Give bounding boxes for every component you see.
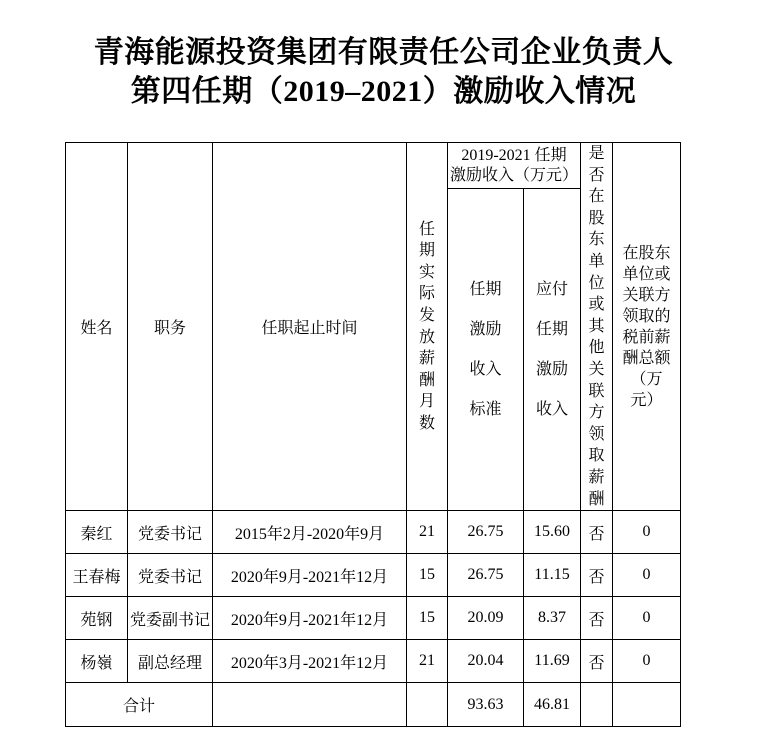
cell-amount: 0 bbox=[613, 511, 681, 554]
cell-payable: 8.37 bbox=[524, 597, 581, 640]
cell-months: 21 bbox=[407, 640, 448, 683]
header-external-pay-flag bbox=[581, 143, 613, 511]
cell-flag: 否 bbox=[581, 597, 613, 640]
cell-name: 杨嶺 bbox=[66, 640, 128, 683]
cell-name: 秦红 bbox=[66, 511, 128, 554]
cell-months: 21 bbox=[407, 511, 448, 554]
cell-amount: 0 bbox=[613, 554, 681, 597]
cell-name: 苑钢 bbox=[66, 597, 128, 640]
header-external-pay-amount-text: 在股东单位或关联方领取的税前薪酬总额（万元） bbox=[622, 244, 671, 409]
total-amount bbox=[613, 683, 681, 727]
cell-standard: 26.75 bbox=[448, 511, 524, 554]
title-line1: 青海能源投资集团有限责任公司企业负责人 bbox=[93, 36, 674, 69]
cell-months: 15 bbox=[407, 597, 448, 640]
cell-payable: 11.15 bbox=[524, 554, 581, 597]
cell-payable: 15.60 bbox=[524, 511, 581, 554]
header-months-text: 任期实际发放薪酬月数 bbox=[418, 220, 435, 432]
cell-position: 副总经理 bbox=[128, 640, 213, 683]
cell-term: 2015年2月-2020年9月 bbox=[213, 511, 407, 554]
cell-payable: 11.69 bbox=[524, 640, 581, 683]
cell-flag: 否 bbox=[581, 554, 613, 597]
cell-position: 党委副书记 bbox=[128, 597, 213, 640]
total-months bbox=[407, 683, 448, 727]
cell-position: 党委书记 bbox=[128, 511, 213, 554]
cell-months: 15 bbox=[407, 554, 448, 597]
cell-flag: 否 bbox=[581, 640, 613, 683]
title-line2: 第四任期（2019–2021）激励收入情况 bbox=[130, 75, 637, 108]
table-row-yangling bbox=[66, 640, 681, 683]
table-row-total bbox=[66, 683, 681, 727]
table-row-qinhong bbox=[66, 511, 681, 554]
header-position: 职务 bbox=[128, 143, 213, 511]
table-row-yuangang bbox=[66, 597, 681, 640]
cell-term: 2020年3月-2021年12月 bbox=[213, 640, 407, 683]
cell-position: 党委书记 bbox=[128, 554, 213, 597]
header-incentive-group bbox=[448, 143, 581, 189]
header-name: 姓名 bbox=[66, 143, 128, 511]
header-incentive-standard-text: 任期激励收入标准 bbox=[469, 280, 502, 418]
cell-amount: 0 bbox=[613, 597, 681, 640]
cell-standard: 20.04 bbox=[448, 640, 524, 683]
document-page bbox=[0, 33, 767, 737]
total-payable: 46.81 bbox=[524, 683, 581, 727]
total-standard: 93.63 bbox=[448, 683, 524, 727]
header-months bbox=[407, 143, 448, 511]
total-term bbox=[213, 683, 407, 727]
total-label: 合计 bbox=[66, 683, 213, 727]
header-incentive-group-line1: 2019-2021 任期 bbox=[461, 146, 567, 164]
cell-standard: 26.75 bbox=[448, 554, 524, 597]
cell-amount: 0 bbox=[613, 640, 681, 683]
cell-term: 2020年9月-2021年12月 bbox=[213, 554, 407, 597]
table-row-wangchunmei bbox=[66, 554, 681, 597]
cell-standard: 20.09 bbox=[448, 597, 524, 640]
header-row-top bbox=[66, 143, 681, 189]
total-flag bbox=[581, 683, 613, 727]
header-external-pay-amount bbox=[613, 143, 681, 511]
header-term: 任职起止时间 bbox=[213, 143, 407, 511]
header-incentive-group-line2: 激励收入（万元） bbox=[450, 166, 579, 184]
cell-name: 王春梅 bbox=[66, 554, 128, 597]
header-incentive-payable bbox=[524, 189, 581, 511]
document-title bbox=[10, 33, 757, 111]
header-incentive-standard bbox=[448, 189, 524, 511]
header-external-pay-flag-text: 是否在股东单位或其他关联方领取薪酬 bbox=[588, 145, 605, 508]
incentive-income-table bbox=[65, 142, 681, 727]
cell-term: 2020年9月-2021年12月 bbox=[213, 597, 407, 640]
cell-flag: 否 bbox=[581, 511, 613, 554]
header-incentive-payable-text: 应付任期激励收入 bbox=[536, 280, 569, 418]
